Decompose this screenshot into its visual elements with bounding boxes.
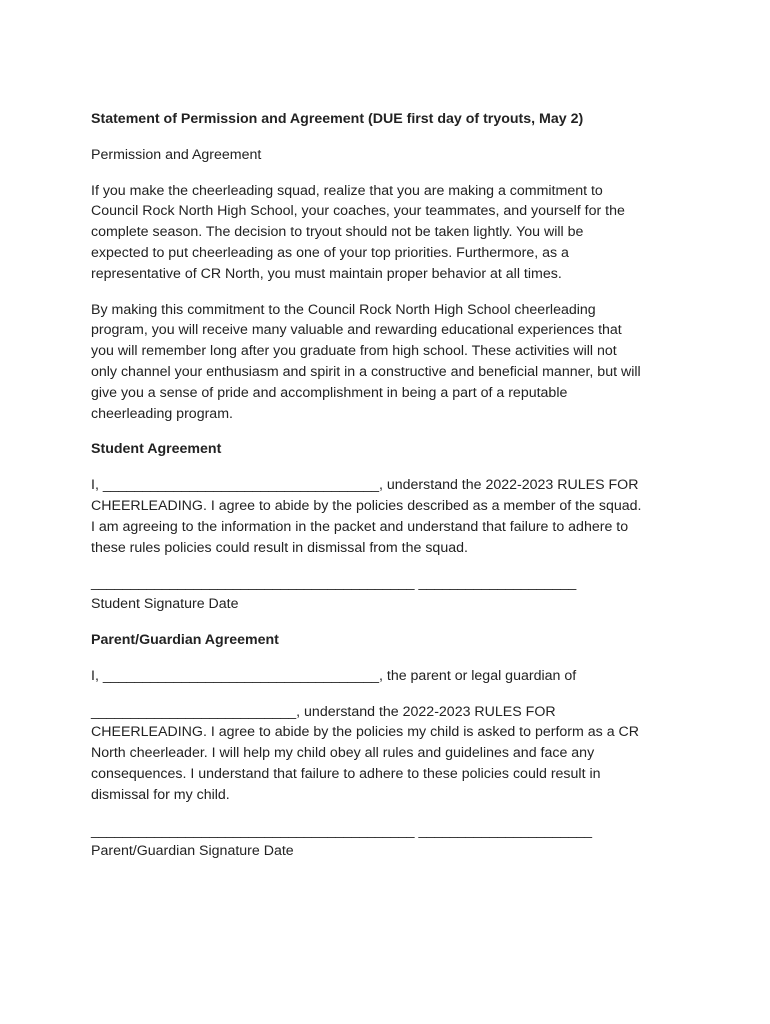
parent-agreement-heading: Parent/Guardian Agreement <box>91 631 279 648</box>
text-line: By making this commitment to the Council Rock North High School cheerleading <box>91 301 596 318</box>
text-line: only channel your enthusiasm and spirit in a constructive and beneficial manner, but will <box>91 363 641 380</box>
text-line: If you make the cheerleading squad, realize that you are making a commitment to <box>91 182 603 199</box>
student-signature-label: Student Signature Date <box>91 596 239 613</box>
text-line: program, you will receive many valuable and rewarding educational experiences that <box>91 322 622 339</box>
document-title: Statement of Permission and Agreement (DUE first day of tryouts, May 2) <box>91 111 584 127</box>
document-page <box>91 109 691 862</box>
student-signature-line: _________________________________________ ____________________ <box>91 575 577 592</box>
text-line: complete season. The decision to tryout should not be taken lightly. You will be <box>91 224 584 241</box>
parent-signature-label: Parent/Guardian Signature Date <box>91 843 294 860</box>
text-line: CHEERLEADING. I agree to abide by the policies described as a member of the squad. <box>91 497 642 514</box>
text-line: representative of CR North, you must maintain proper behavior at all times. <box>91 265 562 282</box>
text-line: dismissal for my child. <box>91 786 230 803</box>
text-line: I am agreeing to the information in the packet and understand that failure to adhere to <box>91 518 629 535</box>
text-line: expected to put cheerleading as one of your top priorities. Furthermore, as a <box>91 244 569 261</box>
document-subtitle: Permission and Agreement <box>91 146 262 163</box>
parent-name-line: I, ___________________________________, the parent or legal guardian of <box>91 667 577 684</box>
text-line: Council Rock North High School, your coaches, your teammates, and yourself for the <box>91 203 625 220</box>
benefit-paragraph <box>91 300 691 425</box>
text-line: consequences. I understand that failure to adhere to these policies could result in <box>91 765 601 782</box>
text-line: CHEERLEADING. I agree to abide by the policies my child is asked to perform as a CR <box>91 724 640 741</box>
text-line: give you a sense of pride and accomplishment in being a part of a reputable <box>91 384 568 401</box>
student-agreement-heading: Student Agreement <box>91 441 222 458</box>
text-line: North cheerleader. I will help my child obey all rules and guidelines and face any <box>91 745 595 762</box>
text-line: you will remember long after you graduate from high school. These activities will not <box>91 343 617 360</box>
parent-signature-line: _________________________________________ ______________________ <box>91 822 593 839</box>
text-line: cheerleading program. <box>91 405 233 422</box>
commitment-paragraph <box>91 181 691 285</box>
child-name-line: __________________________, understand the 2022-2023 RULES FOR <box>91 703 556 720</box>
parent-agreement-paragraph <box>91 702 691 806</box>
text-line: these rules policies could result in dismissal from the squad. <box>91 539 468 556</box>
student-agreement-paragraph <box>91 475 691 558</box>
student-name-line: I, ___________________________________, understand the 2022-2023 RULES FOR <box>91 477 639 494</box>
